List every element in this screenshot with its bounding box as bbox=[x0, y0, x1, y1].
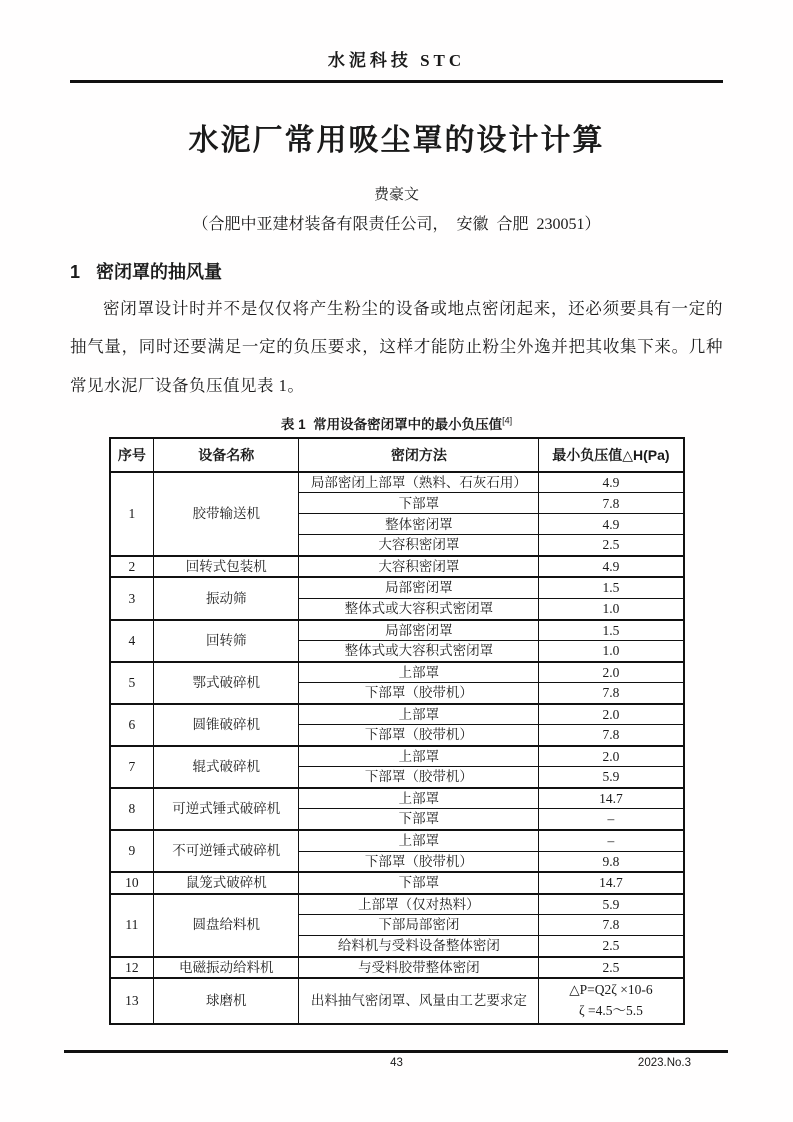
cell-device: 鄂式破碎机 bbox=[154, 662, 299, 704]
cell-value: 2.5 bbox=[539, 535, 684, 556]
cell-no: 1 bbox=[110, 472, 154, 556]
table-row bbox=[110, 872, 684, 894]
section-number: 1 bbox=[70, 262, 81, 282]
cell-value: 1.5 bbox=[539, 577, 684, 598]
cell-device: 回转式包装机 bbox=[154, 556, 299, 578]
cell-no: 3 bbox=[110, 577, 154, 619]
table-caption-reference: [4] bbox=[502, 415, 513, 426]
cell-device: 胶带输送机 bbox=[154, 472, 299, 556]
formula-line-1: △P=Q2ζ ×10-6 bbox=[569, 982, 653, 998]
cell-value: 7.8 bbox=[539, 725, 684, 746]
table-row bbox=[110, 830, 684, 851]
cell-value: 2.5 bbox=[539, 936, 684, 957]
table-row bbox=[110, 556, 684, 578]
cell-value: 1.0 bbox=[539, 598, 684, 619]
table-row bbox=[110, 978, 684, 1024]
cell-method: 大容积密闭罩 bbox=[299, 556, 539, 578]
table-row bbox=[110, 577, 684, 598]
cell-no: 12 bbox=[110, 957, 154, 979]
cell-method: 上部罩 bbox=[299, 788, 539, 809]
cell-method: 大容积密闭罩 bbox=[299, 535, 539, 556]
cell-no: 13 bbox=[110, 978, 154, 1024]
cell-no: 8 bbox=[110, 788, 154, 830]
cell-no: 5 bbox=[110, 662, 154, 704]
col-header-value: 最小负压值△H(Pa) bbox=[539, 438, 684, 472]
cell-value: 4.9 bbox=[539, 472, 684, 493]
cell-method: 下部罩 bbox=[299, 809, 539, 830]
cell-no: 6 bbox=[110, 704, 154, 746]
cell-device: 不可逆锤式破碎机 bbox=[154, 830, 299, 872]
cell-value: 5.9 bbox=[539, 894, 684, 915]
cell-method: 整体式或大容积式密闭罩 bbox=[299, 598, 539, 619]
journal-header: 水泥科技 STC bbox=[327, 51, 466, 70]
cell-value: – bbox=[539, 830, 684, 851]
cell-device: 可逆式锤式破碎机 bbox=[154, 788, 299, 830]
table-row bbox=[110, 957, 684, 979]
cell-method: 下部罩 bbox=[299, 493, 539, 514]
cell-method: 整体式或大容积式密闭罩 bbox=[299, 641, 539, 662]
cell-method: 下部罩 bbox=[299, 872, 539, 894]
section-title: 密闭罩的抽风量 bbox=[96, 262, 223, 282]
cell-method: 下部局部密闭 bbox=[299, 915, 539, 936]
cell-value: 2.0 bbox=[539, 662, 684, 683]
cell-device: 辊式破碎机 bbox=[154, 746, 299, 788]
min-negative-pressure-table bbox=[109, 437, 685, 1025]
cell-no: 4 bbox=[110, 620, 154, 662]
cell-value: – bbox=[539, 809, 684, 830]
table-row bbox=[110, 472, 684, 493]
cell-value: 2.5 bbox=[539, 957, 684, 979]
footer-page-number: 43 bbox=[390, 1057, 403, 1069]
cell-device: 电磁振动给料机 bbox=[154, 957, 299, 979]
cell-method: 整体密闭罩 bbox=[299, 514, 539, 535]
cell-method: 局部密闭上部罩（熟料、石灰石用） bbox=[299, 472, 539, 493]
author-affiliation: （合肥中亚建材装备有限责任公司， 安徽 合肥 230051） bbox=[192, 216, 601, 233]
col-header-device: 设备名称 bbox=[154, 438, 299, 472]
cell-device: 圆锥破碎机 bbox=[154, 704, 299, 746]
col-header-no: 序号 bbox=[110, 438, 154, 472]
cell-no: 2 bbox=[110, 556, 154, 578]
cell-value: 1.5 bbox=[539, 620, 684, 641]
cell-value-formula bbox=[539, 978, 684, 1024]
cell-device: 回转筛 bbox=[154, 620, 299, 662]
section-heading bbox=[70, 258, 723, 284]
cell-no: 11 bbox=[110, 894, 154, 957]
cell-method: 下部罩（胶带机） bbox=[299, 683, 539, 704]
cell-value: 7.8 bbox=[539, 683, 684, 704]
cell-device: 振动筛 bbox=[154, 577, 299, 619]
footer-rule bbox=[64, 1050, 728, 1053]
cell-value: 9.8 bbox=[539, 851, 684, 872]
cell-value: 7.8 bbox=[539, 915, 684, 936]
cell-method: 给料机与受料设备整体密闭 bbox=[299, 936, 539, 957]
table-caption-text: 表 1 常用设备密闭罩中的最小负压值 bbox=[280, 416, 503, 432]
header-rule bbox=[70, 80, 723, 83]
table-row bbox=[110, 620, 684, 641]
footer-issue: 2023.No.3 bbox=[637, 1057, 691, 1069]
cell-value: 5.9 bbox=[539, 767, 684, 788]
article-title: 水泥厂常用吸尘罩的设计计算 bbox=[188, 124, 605, 157]
cell-no: 10 bbox=[110, 872, 154, 894]
cell-no: 9 bbox=[110, 830, 154, 872]
author-name: 费豪文 bbox=[373, 187, 419, 203]
cell-device: 鼠笼式破碎机 bbox=[154, 872, 299, 894]
cell-value: 4.9 bbox=[539, 514, 684, 535]
table-row bbox=[110, 662, 684, 683]
cell-method: 上部罩 bbox=[299, 746, 539, 767]
cell-method: 局部密闭罩 bbox=[299, 577, 539, 598]
cell-value: 2.0 bbox=[539, 704, 684, 725]
cell-device: 圆盘给料机 bbox=[154, 894, 299, 957]
body-paragraph: 密闭罩设计时并不是仅仅将产生粉尘的设备或地点密闭起来，还必须要具有一定的抽气量，同时还要满足一定的负压要求，这样才能防止粉尘外逸并把其收集下来。几种常见水泥厂设备负压值见表 1。 bbox=[70, 299, 723, 395]
col-header-method: 密闭方法 bbox=[299, 438, 539, 472]
table-caption bbox=[70, 413, 723, 433]
cell-method: 下部罩（胶带机） bbox=[299, 725, 539, 746]
cell-value: 1.0 bbox=[539, 641, 684, 662]
cell-value: 4.9 bbox=[539, 556, 684, 578]
cell-no: 7 bbox=[110, 746, 154, 788]
cell-method: 上部罩 bbox=[299, 662, 539, 683]
table-header-row bbox=[110, 438, 684, 472]
cell-method: 下部罩（胶带机） bbox=[299, 767, 539, 788]
cell-value: 14.7 bbox=[539, 872, 684, 894]
table-row bbox=[110, 746, 684, 767]
table-row bbox=[110, 788, 684, 809]
cell-value: 2.0 bbox=[539, 746, 684, 767]
cell-method: 与受料胶带整体密闭 bbox=[299, 957, 539, 979]
cell-value: 14.7 bbox=[539, 788, 684, 809]
cell-device: 球磨机 bbox=[154, 978, 299, 1024]
cell-method: 上部罩（仅对热料） bbox=[299, 894, 539, 915]
cell-method: 局部密闭罩 bbox=[299, 620, 539, 641]
cell-value: 7.8 bbox=[539, 493, 684, 514]
cell-method: 下部罩（胶带机） bbox=[299, 851, 539, 872]
table-row bbox=[110, 894, 684, 915]
table-row bbox=[110, 704, 684, 725]
cell-method: 上部罩 bbox=[299, 830, 539, 851]
cell-method: 上部罩 bbox=[299, 704, 539, 725]
formula-line-2: ζ =4.5～5.5 bbox=[578, 1003, 643, 1019]
cell-method: 出料抽气密闭罩、风量由工艺要求定 bbox=[299, 978, 539, 1024]
